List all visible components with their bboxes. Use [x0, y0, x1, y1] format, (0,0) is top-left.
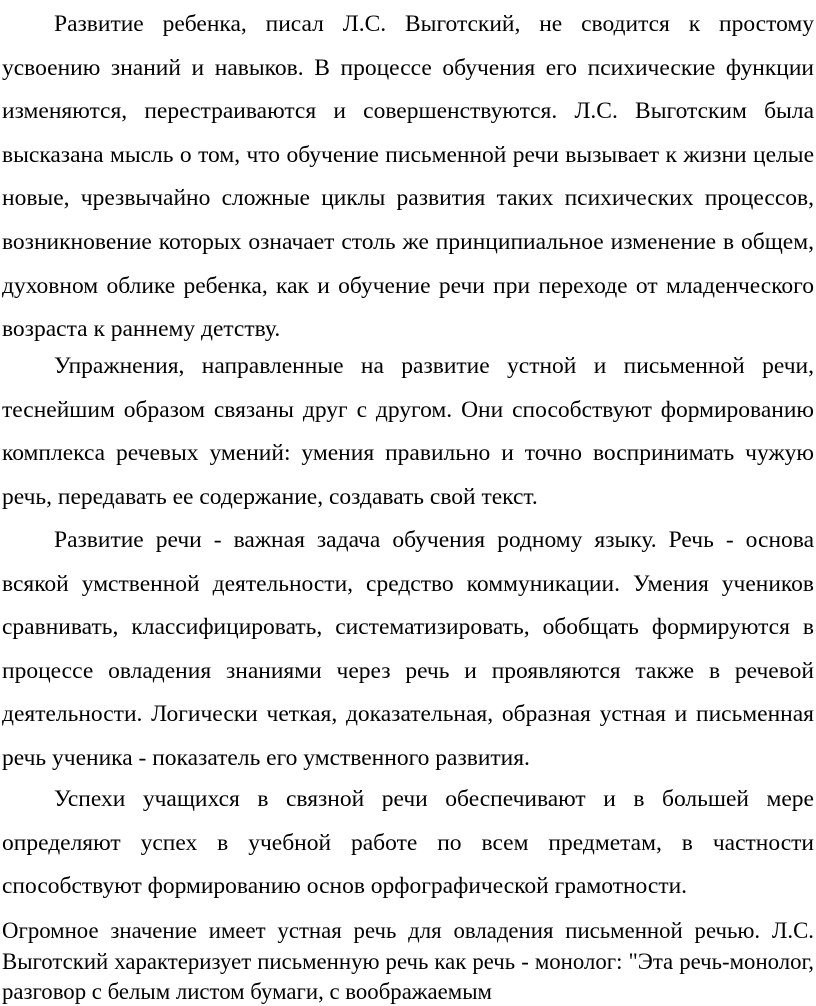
paragraph-oral-speech-importance: Огромное значение имеет устная речь для овладения письменной речью. Л.С. Выготский характеризует письменную речь как речь - монолог: "Эта речь-монолог, разговор с белым листом бумаги, с воображаемым [2, 918, 814, 1004]
paragraph-speech-development-task: Развитие речи - важная задача обучения родному языку. Речь - основа всякой умственной деятельности, средство коммуникации. Умения учеников сравнивать, классифицировать, систематизировать, обобщать формируются в процессе овладения знаниями через речь и проявляются также в речевой деятельности. Логически четкая, доказательная, образная устная и письменная речь ученика - показатель его умственного развития. [2, 527, 814, 771]
paragraph-speech-exercises: Упражнения, направленные на развитие устной и письменной речи, теснейшим образом связаны друг с другом. Они способствуют формированию комплекса речевых умений: умения правильно и точно воспринимать чужую речь, передавать ее содержание, создавать свой текст. [2, 353, 814, 510]
paragraph-student-success: Успехи учащихся в связной речи обеспечивают и в большей мере определяют успех в учебной работе по всем предметам, в частности способствуют формированию основ орфографической грамотности. [2, 786, 814, 900]
paragraph-vygotsky-development: Развитие ребенка, писал Л.С. Выготский, не сводится к простому усвоению знаний и навыков. В процессе обучения его психические функции изменяются, перестраиваются и совершенствуются. Л.С. Выготским была высказана мысль о том, что обучение письменной речи вызывает к жизни целые новые, чрезвычайно сложные циклы развития таких психических процессов, возникновение которых означает столь же принципиальное изменение в общем, духовном облике ребенка, как и обучение речи при переходе от младенческого возраста к раннему детству. [2, 11, 814, 343]
